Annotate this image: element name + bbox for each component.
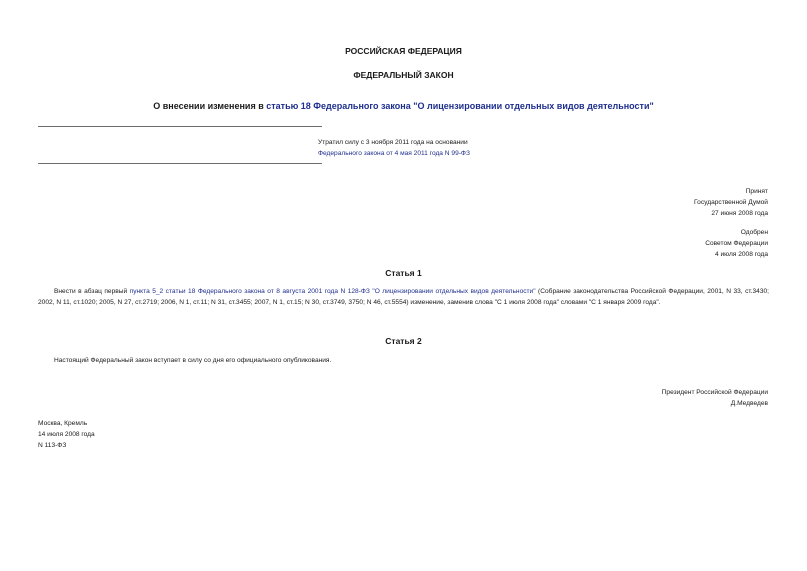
footer-block bbox=[38, 418, 95, 451]
article1-heading: Статья 1 bbox=[385, 268, 422, 278]
expiry-note-text: Утратил силу с 3 ноября 2011 года на основании bbox=[318, 139, 468, 146]
signature-block bbox=[662, 387, 768, 409]
article1-text-start: Внести в абзац первый bbox=[54, 288, 130, 295]
law-title-link[interactable]: статью 18 Федерального закона "О лицензировании отдельных видов деятельности" bbox=[266, 101, 654, 111]
article1-text bbox=[38, 286, 769, 308]
adopted-line: Государственной Думой bbox=[694, 199, 768, 206]
approved-line: 4 июля 2008 года bbox=[714, 251, 768, 258]
footer-number: N 113-ФЗ bbox=[38, 442, 67, 449]
article2-text: Настоящий Федеральный закон вступает в силу со дня его официального опубликования. bbox=[54, 357, 332, 364]
signature-position: Президент Российской Федерации bbox=[661, 389, 768, 396]
adopted-line: 27 июня 2008 года bbox=[711, 210, 768, 217]
law-title bbox=[0, 101, 807, 111]
law-title-prefix: О внесении изменения в bbox=[153, 101, 267, 111]
expiry-note bbox=[318, 137, 538, 159]
footer-date: 14 июля 2008 года bbox=[38, 431, 95, 438]
article1-text-end: (Собрание законодательства Российской Федерации, 2001, N 33, ст.3430; 2002, N 11, ст.1020; 2005, N 27, ст.2719; 2006, N 1, ст.11; N 31, ст.3455; 2007, N 1, ст.15; N 30, ст.3749, 3750; N 46, ст.5554) изменение, заменив слова "С 1 июля 2008 года" словами "С 1 января 2009 года". bbox=[38, 288, 769, 306]
article2-heading: Статья 2 bbox=[385, 336, 422, 346]
expiry-note-link[interactable]: Федерального закона от 4 мая 2011 года N 99-ФЗ bbox=[318, 150, 470, 157]
bottom-divider bbox=[38, 163, 322, 164]
approved-line: Одобрен bbox=[740, 229, 768, 236]
approved-block bbox=[705, 227, 768, 260]
signature-name: Д.Медведев bbox=[730, 400, 768, 407]
top-divider bbox=[38, 126, 322, 127]
article1-law-link[interactable]: пункта 5_2 статьи 18 Федерального закона от 8 августа 2001 года N 128-ФЗ "О лицензировании отдельных видов деятельности" bbox=[129, 288, 536, 295]
adopted-block bbox=[694, 186, 768, 219]
footer-place: Москва, Кремль bbox=[38, 420, 88, 427]
doc-type-heading: ФЕДЕРАЛЬНЫЙ ЗАКОН bbox=[353, 70, 454, 80]
country-heading: РОССИЙСКАЯ ФЕДЕРАЦИЯ bbox=[345, 46, 462, 56]
approved-line: Советом Федерации bbox=[705, 240, 768, 247]
adopted-line: Принят bbox=[745, 188, 768, 195]
